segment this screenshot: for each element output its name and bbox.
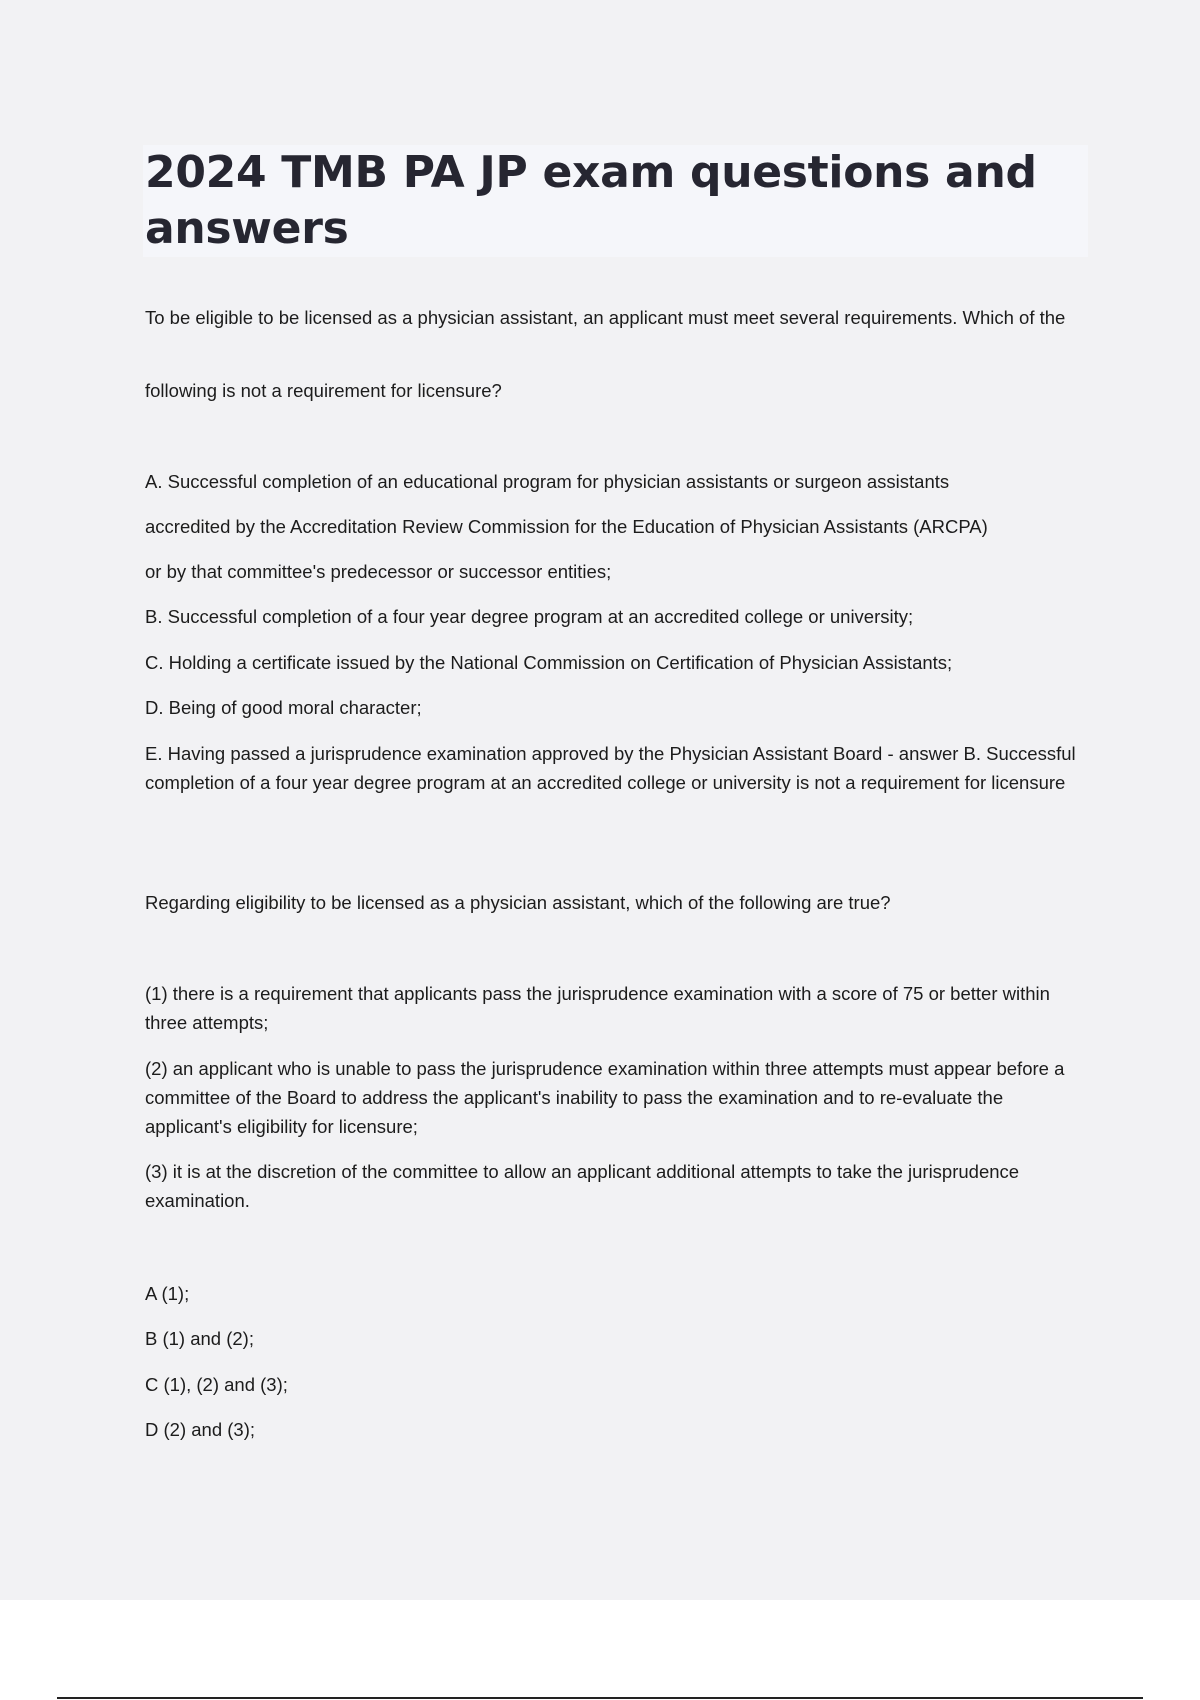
statement-1: (1) there is a requirement that applicants pass the jurisprudence examination with a score of 75 or better within three attempts; [145, 983, 1050, 1033]
question-1-stem-line-1: To be eligible to be licensed as a physician assistant, an applicant must meet several requirements. Which of the [145, 307, 1066, 328]
option-a-line-3: or by that committee's predecessor or successor entities; [145, 561, 612, 582]
option-d: D. Being of good moral character; [145, 697, 422, 718]
option-b: B. Successful completion of a four year degree program at an accredited college or university; [145, 606, 914, 627]
page-footer-area [0, 1600, 1200, 1700]
document-title: 2024 TMB PA JP exam questions and answers [145, 147, 1037, 254]
title-block [143, 145, 1088, 257]
statement-2: (2) an applicant who is unable to pass the jurisprudence examination within three attempts must appear before a committee of the Board to address the applicant's inability to pass the examination and to re-evaluate the applicant's eligibility for licensure; [145, 1058, 1065, 1137]
choice-a: A (1); [145, 1283, 190, 1304]
option-a-line-1: A. Successful completion of an educational program for physician assistants or surgeon assistants [145, 471, 950, 492]
choice-b: B (1) and (2); [145, 1328, 254, 1349]
option-c: C. Holding a certificate issued by the National Commission on Certification of Physician Assistants; [145, 652, 953, 673]
choice-c: C (1), (2) and (3); [145, 1374, 288, 1395]
choice-d: D (2) and (3); [145, 1419, 256, 1440]
question-2-stem: Regarding eligibility to be licensed as a physician assistant, which of the following are true? [145, 892, 891, 913]
option-a-line-2: accredited by the Accreditation Review Commission for the Education of Physician Assistants (ARCPA) [145, 516, 988, 537]
statement-3: (3) it is at the discretion of the committee to allow an applicant additional attempts to take the jurisprudence examination. [145, 1161, 1020, 1211]
question-1-stem-line-2: following is not a requirement for licensure? [145, 380, 502, 401]
footer-divider [57, 1697, 1143, 1699]
option-e-with-answer: E. Having passed a jurisprudence examination approved by the Physician Assistant Board - answer B. Successful completion of a four year degree program at an accredited college or university is not a requirement for licensure [145, 743, 1076, 793]
